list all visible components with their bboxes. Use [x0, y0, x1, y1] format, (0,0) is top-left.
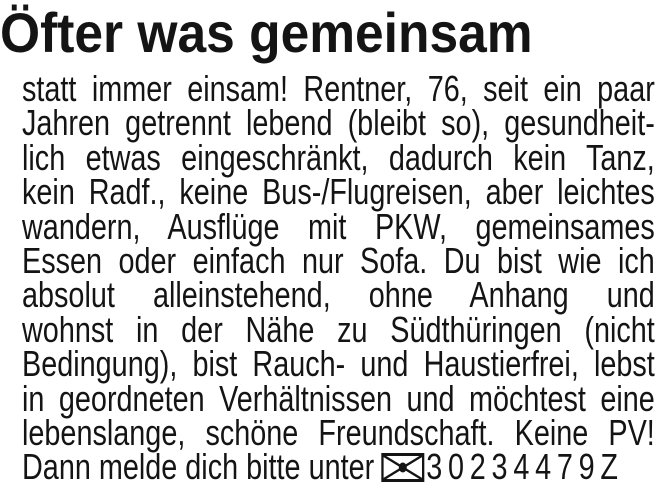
- ad-body: [22, 68, 655, 488]
- envelope-icon: [381, 453, 424, 482]
- ad-body-line: in geordneten Verhältnissen und möchtest eine: [22, 377, 655, 419]
- ad-body-line: Bedingung), bist Rauch- und Haustierfrei, lebst: [22, 343, 655, 385]
- ad-body-line: wohnst in der Nähe zu Südthüringen (nicht: [22, 308, 655, 350]
- ad-body-line: Essen oder einfach nur Sofa. Du bist wie ich: [22, 240, 655, 282]
- contact-prefix: Dann melde dich bitte unter: [22, 446, 375, 488]
- ad-body-line: kein Radf., keine Bus-/Flugreisen, aber leichtes: [22, 171, 655, 213]
- ad-body-line: wandern, Ausflüge mit PKW, gemeinsames: [22, 205, 655, 247]
- ad-body-line: lich etwas eingeschränkt, dadurch kein Tanz,: [22, 136, 655, 178]
- ad-body-line: absolut alleinstehend, ohne Anhang und: [22, 274, 655, 316]
- ad-body-line: statt immer einsam! Rentner, 76, seit ein paar: [22, 68, 655, 109]
- chiffre-code: 30234479Z: [426, 446, 624, 488]
- ad-body-line: Jahren getrennt lebend (bleibt so), gesundheit-: [22, 102, 655, 144]
- ad-headline: Öfter was gemeinsam: [0, 1, 533, 64]
- ad-body-line: lebenslange, schöne Freundschaft. Keine PV!: [22, 412, 655, 454]
- ad-contact-line: [22, 446, 655, 488]
